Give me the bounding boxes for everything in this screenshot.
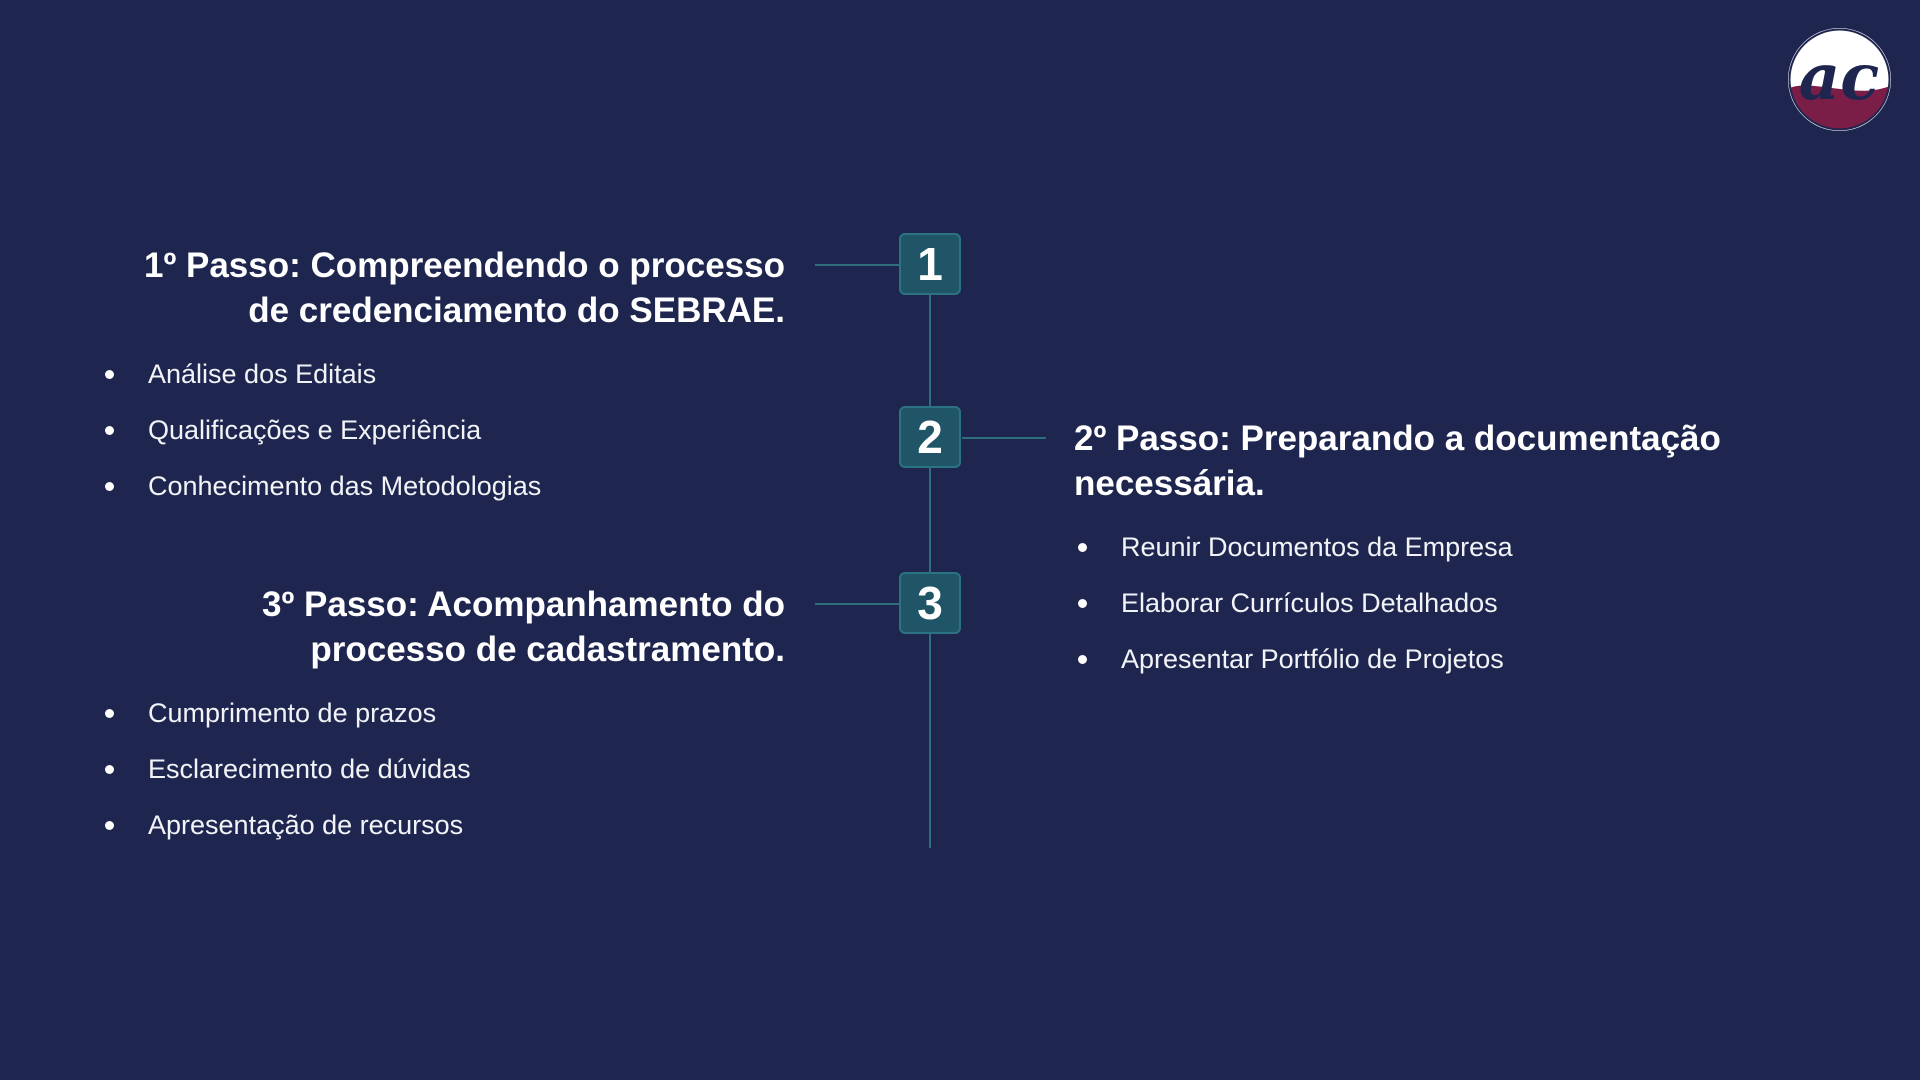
connector-step-1 xyxy=(815,264,900,266)
step-1-title xyxy=(85,243,785,333)
step-number-1: 1 xyxy=(899,233,961,295)
step-2-title xyxy=(1074,416,1774,506)
list-item: Reunir Documentos da Empresa xyxy=(1078,519,1513,575)
connector-step-2 xyxy=(962,437,1046,439)
list-item: Análise dos Editais xyxy=(105,346,541,402)
step-2-list xyxy=(1078,519,1513,687)
list-item: Esclarecimento de dúvidas xyxy=(105,741,471,797)
list-item: Apresentar Portfólio de Projetos xyxy=(1078,631,1513,687)
step-1-list xyxy=(105,346,541,514)
list-item: Elaborar Currículos Detalhados xyxy=(1078,575,1513,631)
step-1-title-line-2: de credenciamento do SEBRAE. xyxy=(248,291,785,330)
list-item: Conhecimento das Metodologias xyxy=(105,458,541,514)
step-2-title-line-1: 2º Passo: Preparando a documentação xyxy=(1074,419,1721,458)
connector-step-3 xyxy=(815,603,900,605)
timeline-line xyxy=(929,265,931,848)
ac-logo xyxy=(1787,27,1892,132)
step-3-title xyxy=(85,582,785,672)
step-3-title-line-1: 3º Passo: Acompanhamento do xyxy=(262,585,785,624)
svg-text:ac: ac xyxy=(1798,40,1880,115)
list-item: Apresentação de recursos xyxy=(105,797,471,853)
list-item: Qualificações e Experiência xyxy=(105,402,541,458)
list-item: Cumprimento de prazos xyxy=(105,685,471,741)
step-3-list xyxy=(105,685,471,853)
step-number-3: 3 xyxy=(899,572,961,634)
step-number-2: 2 xyxy=(899,406,961,468)
step-3-title-line-2: processo de cadastramento. xyxy=(310,630,785,669)
step-2-title-line-2: necessária. xyxy=(1074,464,1265,503)
step-1-title-line-1: 1º Passo: Compreendendo o processo xyxy=(144,246,785,285)
